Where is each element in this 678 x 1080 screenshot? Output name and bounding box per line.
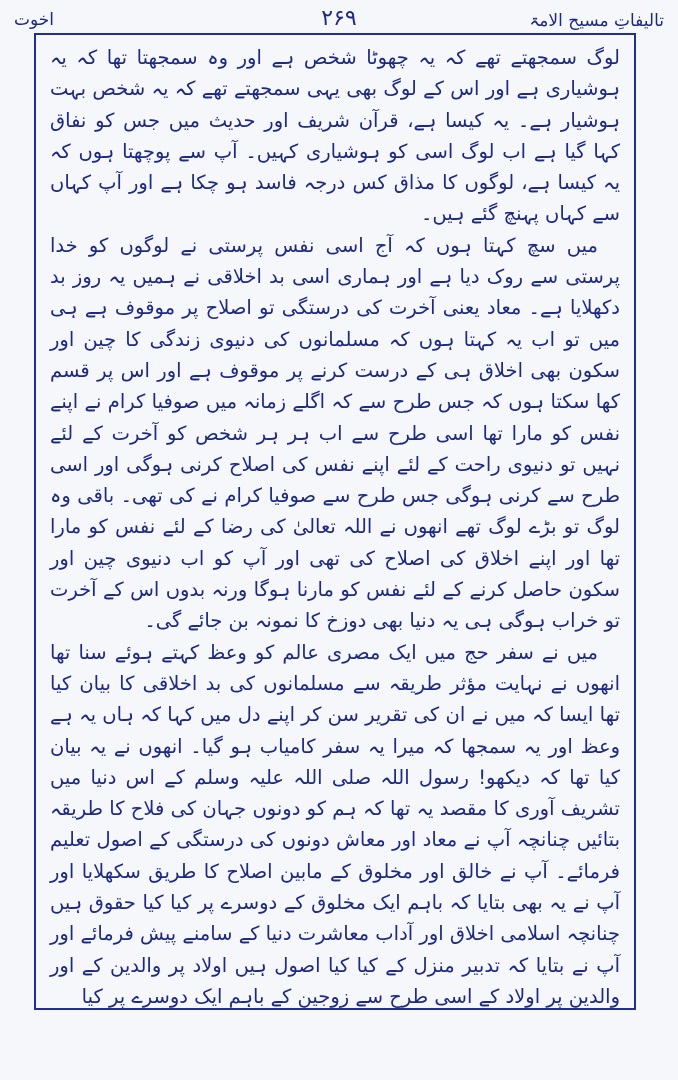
paragraph-2: میں سچ کہتا ہوں کہ آج اسی نفس پرستی نے لوگوں کو خدا پرستی سے روک دیا ہے اور ہماری اسی بد اخلاقی نے ہمیں یہ روز بد دکھلایا ہے۔ معاد یعنی آخرت کی درستگی تو اصلاح پر موقوف ہے ہی میں تو اب یہ کہتا ہوں کہ مسلمانوں کی دنیوی زندگی کا چین اور سکون بھی اخلاق ہی کے درست کرنے پر موقوف ہے اور اس پر قسم کھا سکتا ہوں کہ جس طرح سے کہ اگلے زمانہ میں صوفیا کرام نے اپنے نفس کو مارا تھا اسی طرح سے اب ہر ہر شخص کو آخرت کے لئے نہیں تو دنیوی راحت کے لئے اپنے نفس کی اصلاح کرنی ہوگی اور اسی طرح سے کرنی ہوگی جس طرح سے صوفیا کرام نے کی تھی۔ باقی وہ لوگ تو بڑے لوگ تھے انھوں نے اللہ تعالیٰ کی رضا کے لئے نفس کو مارا تھا اور اپنے اخلاق کی اصلاح کی تھی اور آپ کو اب دنیوی چین اور سکون حاصل کرنے کے لئے نفس کو مارنا ہوگا ورنہ بدوں اس کے آخرت تو خراب ہوگی ہی یہ دنیا بھی دوزخ کا نمونہ بن جائے گی۔ (50, 233, 620, 633)
paragraph-1: لوگ سمجھتے تھے کہ یہ چھوٹا شخص ہے اور وہ سمجھتا تھا کہ یہ ہوشیاری ہے اور اس کے لوگ بھی یہی سمجھتے تھے کہ یہ شخص بہت ہوشیار ہے۔ یہ کیسا ہے، قرآن شریف اور حدیث میں جس کو نفاق کہا گیا ہے اب لوگ اسی کو ہوشیاری کہیں۔ آپ سے پوچھتا ہوں کہ یہ کیسا ہے، لوگوں کا مذاق کس درجہ فاسد ہو چکا ہے اور آپ کہاں سے کہاں پہنچ گئے ہیں۔ (50, 46, 620, 226)
running-header-book-title: تالیفاتِ مسیح الامۃ (529, 11, 664, 31)
text-frame (34, 33, 636, 1010)
running-header-chapter: اخوت (14, 10, 55, 30)
page-number: ۲۶۹ (321, 6, 357, 31)
paragraph-3: میں نے سفر حج میں ایک مصری عالم کو وعظ کہتے ہوئے سنا تھا انھوں نے نہایت مؤثر طریقہ سے مسلمانوں کی بد اخلاقی کا بیان کیا تھا ایسا کہ میں نے ان کی تقریر سن کر اپنے دل میں کہا کہ ہاں یہ ہے وعظ اور یہ سمجھا کہ میرا یہ سفر کامیاب ہو گیا۔ انھوں نے یہ بیان کیا تھا کہ دیکھو! رسول اللہ صلی اللہ علیہ وسلم کے اس دنیا میں تشریف آوری کا مقصد یہ تھا کہ ہم کو دونوں جہان کی فلاح کا طریقہ بتائیں چنانچہ آپ نے معاد اور معاش دونوں کی درستگی کے اصول تعلیم فرمائے۔ آپ نے خالق اور مخلوق کے مابین اصلاح کا طریق سکھلایا اور آپ نے یہ بھی بتایا کہ باہم ایک مخلوق کے دوسرے پر کیا کیا حقوق ہیں چنانچہ اسلامی اخلاق اور آداب معاشرت دنیا کے سامنے پیش فرمائے اور آپ نے بتایا کہ تدبیر منزل کے کیا کیا اصول ہیں اولاد پر والدین کے اور والدین پر اولاد کے اسی طرح سے زوجین کے باہم ایک دوسرے پر کیا (50, 640, 620, 1008)
body-text (36, 35, 634, 1010)
